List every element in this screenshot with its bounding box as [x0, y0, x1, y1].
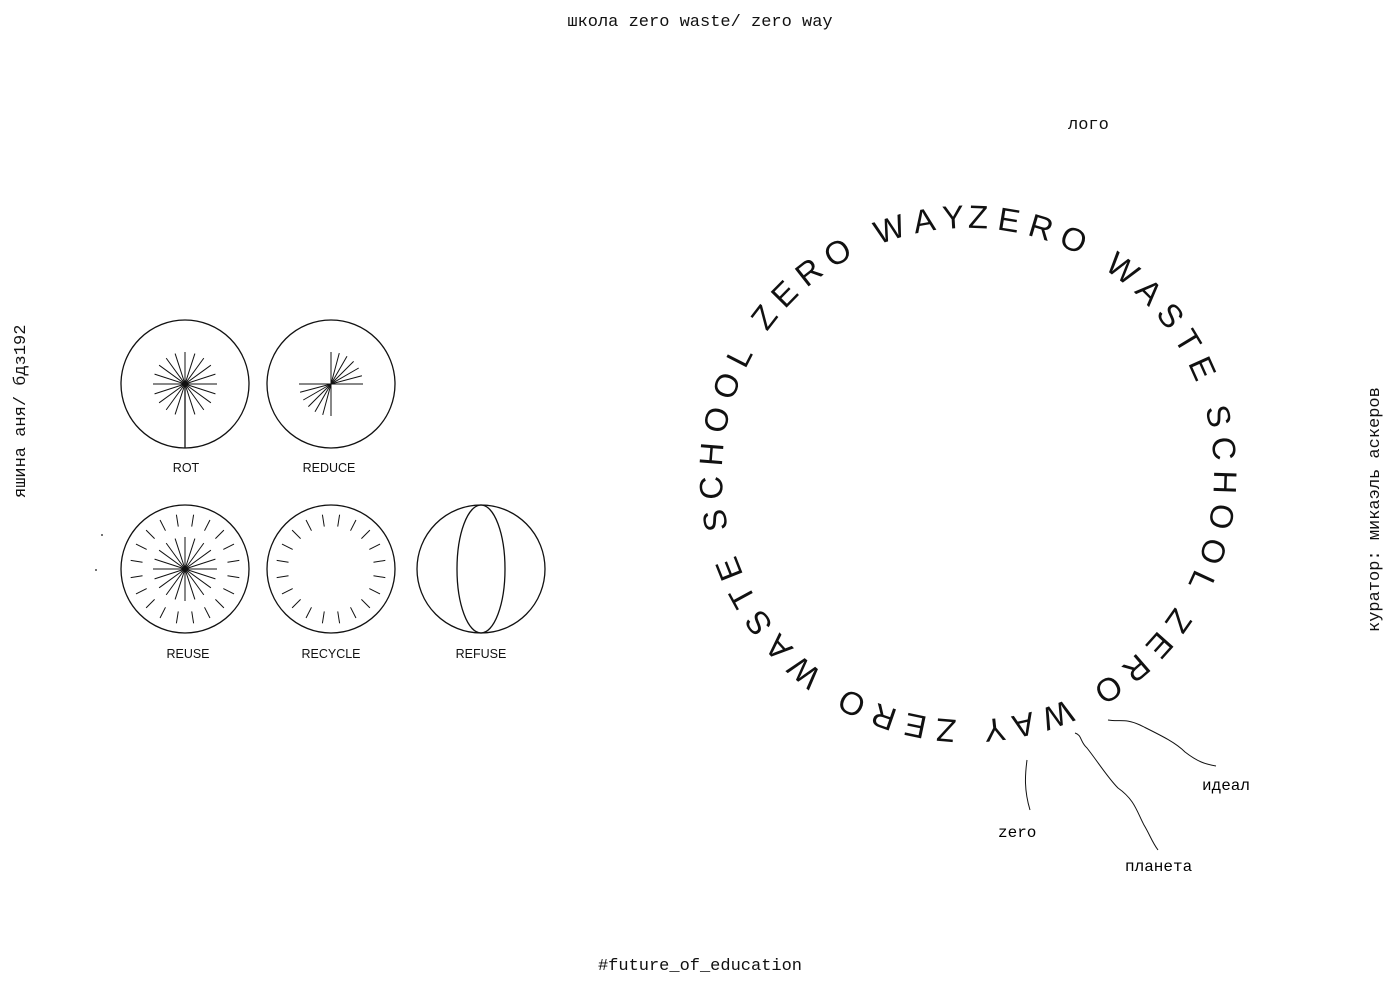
ray-line: [185, 550, 211, 569]
tick-mark: [322, 611, 324, 623]
reuse-icon: [121, 505, 249, 633]
logo-label: лого: [1068, 116, 1109, 135]
tick-mark: [306, 520, 311, 531]
reuse-label: REUSE: [166, 647, 210, 661]
tick-mark: [351, 607, 356, 618]
ray-line: [175, 354, 185, 384]
tick-mark: [227, 576, 239, 578]
tick-mark: [338, 611, 340, 623]
ray-line: [185, 354, 195, 384]
rot-label: ROT: [172, 461, 200, 475]
tick-mark: [215, 530, 223, 538]
tick-mark: [176, 611, 178, 623]
tick-mark: [322, 515, 324, 527]
annotation-ideal: идеал: [1202, 777, 1251, 795]
stray-dot: [101, 534, 103, 536]
tick-mark: [160, 607, 165, 618]
ray-line: [185, 559, 215, 569]
ray-line: [175, 384, 185, 414]
tick-mark: [131, 576, 143, 578]
ray-line: [159, 365, 185, 384]
tick-mark: [176, 515, 178, 527]
tick-mark: [292, 599, 300, 607]
reduce-label: REDUCE: [302, 461, 356, 475]
ray-line: [175, 539, 185, 569]
annotation-planet: планета: [1125, 858, 1193, 876]
tick-mark: [369, 589, 380, 594]
tick-mark: [215, 599, 223, 607]
tick-mark: [223, 544, 234, 549]
ray-line: [166, 543, 185, 569]
tick-mark: [146, 599, 154, 607]
tick-mark: [277, 560, 289, 562]
ray-line: [159, 550, 185, 569]
tick-mark: [146, 530, 154, 538]
tick-mark: [306, 607, 311, 618]
ray-line: [185, 569, 204, 595]
tick-mark: [136, 544, 147, 549]
tick-mark: [277, 576, 289, 578]
ray-line: [185, 569, 215, 579]
tick-mark: [160, 520, 165, 531]
ray-line: [185, 384, 204, 410]
tick-mark: [373, 576, 385, 578]
ray-line: [155, 384, 185, 394]
tick-mark: [136, 589, 147, 594]
curator-credit: куратор: микаэль аскеров: [1366, 387, 1385, 632]
ray-line: [185, 365, 211, 384]
tick-mark: [205, 520, 210, 531]
pointer-planet: [1075, 733, 1158, 850]
refuse-icon: [417, 505, 545, 633]
ray-line: [166, 358, 185, 384]
tick-mark: [192, 611, 194, 623]
footer-hashtag: #future_of_education: [597, 957, 803, 976]
ray-line: [155, 374, 185, 384]
recycle-label: RECYCLE: [301, 647, 361, 661]
annotation-zero: zero: [998, 824, 1037, 842]
ray-line: [185, 569, 211, 588]
ray-line: [159, 384, 185, 403]
tick-mark: [131, 560, 143, 562]
ray-line: [185, 539, 195, 569]
ray-line: [185, 384, 195, 414]
author-credit: яшина аня/ бдз192: [12, 324, 31, 498]
refuse-label: REFUSE: [455, 647, 507, 661]
tick-mark: [361, 530, 369, 538]
recycle-icon: [267, 505, 395, 633]
reduce-icon: [267, 320, 395, 448]
ray-line: [155, 559, 185, 569]
tick-mark: [373, 560, 385, 562]
ray-line: [185, 569, 195, 599]
tick-mark: [338, 515, 340, 527]
pointer-zero: [1025, 760, 1030, 810]
logo-ring-text: ZERO WASTE SCHOOL ZERO WAY ZERO WASTE SCHOOL ZERO WAY: [692, 198, 1244, 750]
page-title: школа zero waste/ zero way: [567, 13, 833, 32]
tick-mark: [192, 515, 194, 527]
tick-mark: [351, 520, 356, 531]
ray-line: [155, 569, 185, 579]
tick-mark: [369, 544, 380, 549]
tick-mark: [205, 607, 210, 618]
ray-line: [166, 569, 185, 595]
ray-line: [185, 384, 215, 394]
ray-line: [159, 569, 185, 588]
ray-line: [185, 374, 215, 384]
tick-mark: [292, 530, 300, 538]
pointer-ideal: [1108, 720, 1216, 766]
ray-line: [175, 569, 185, 599]
tick-mark: [223, 589, 234, 594]
tick-mark: [361, 599, 369, 607]
tick-mark: [282, 589, 293, 594]
stray-dot: [95, 569, 97, 571]
ray-line: [185, 543, 204, 569]
ray-line: [166, 384, 185, 410]
ray-line: [185, 384, 211, 403]
ray-line: [185, 358, 204, 384]
tick-mark: [282, 544, 293, 549]
tick-mark: [227, 560, 239, 562]
rot-icon: [121, 320, 249, 448]
